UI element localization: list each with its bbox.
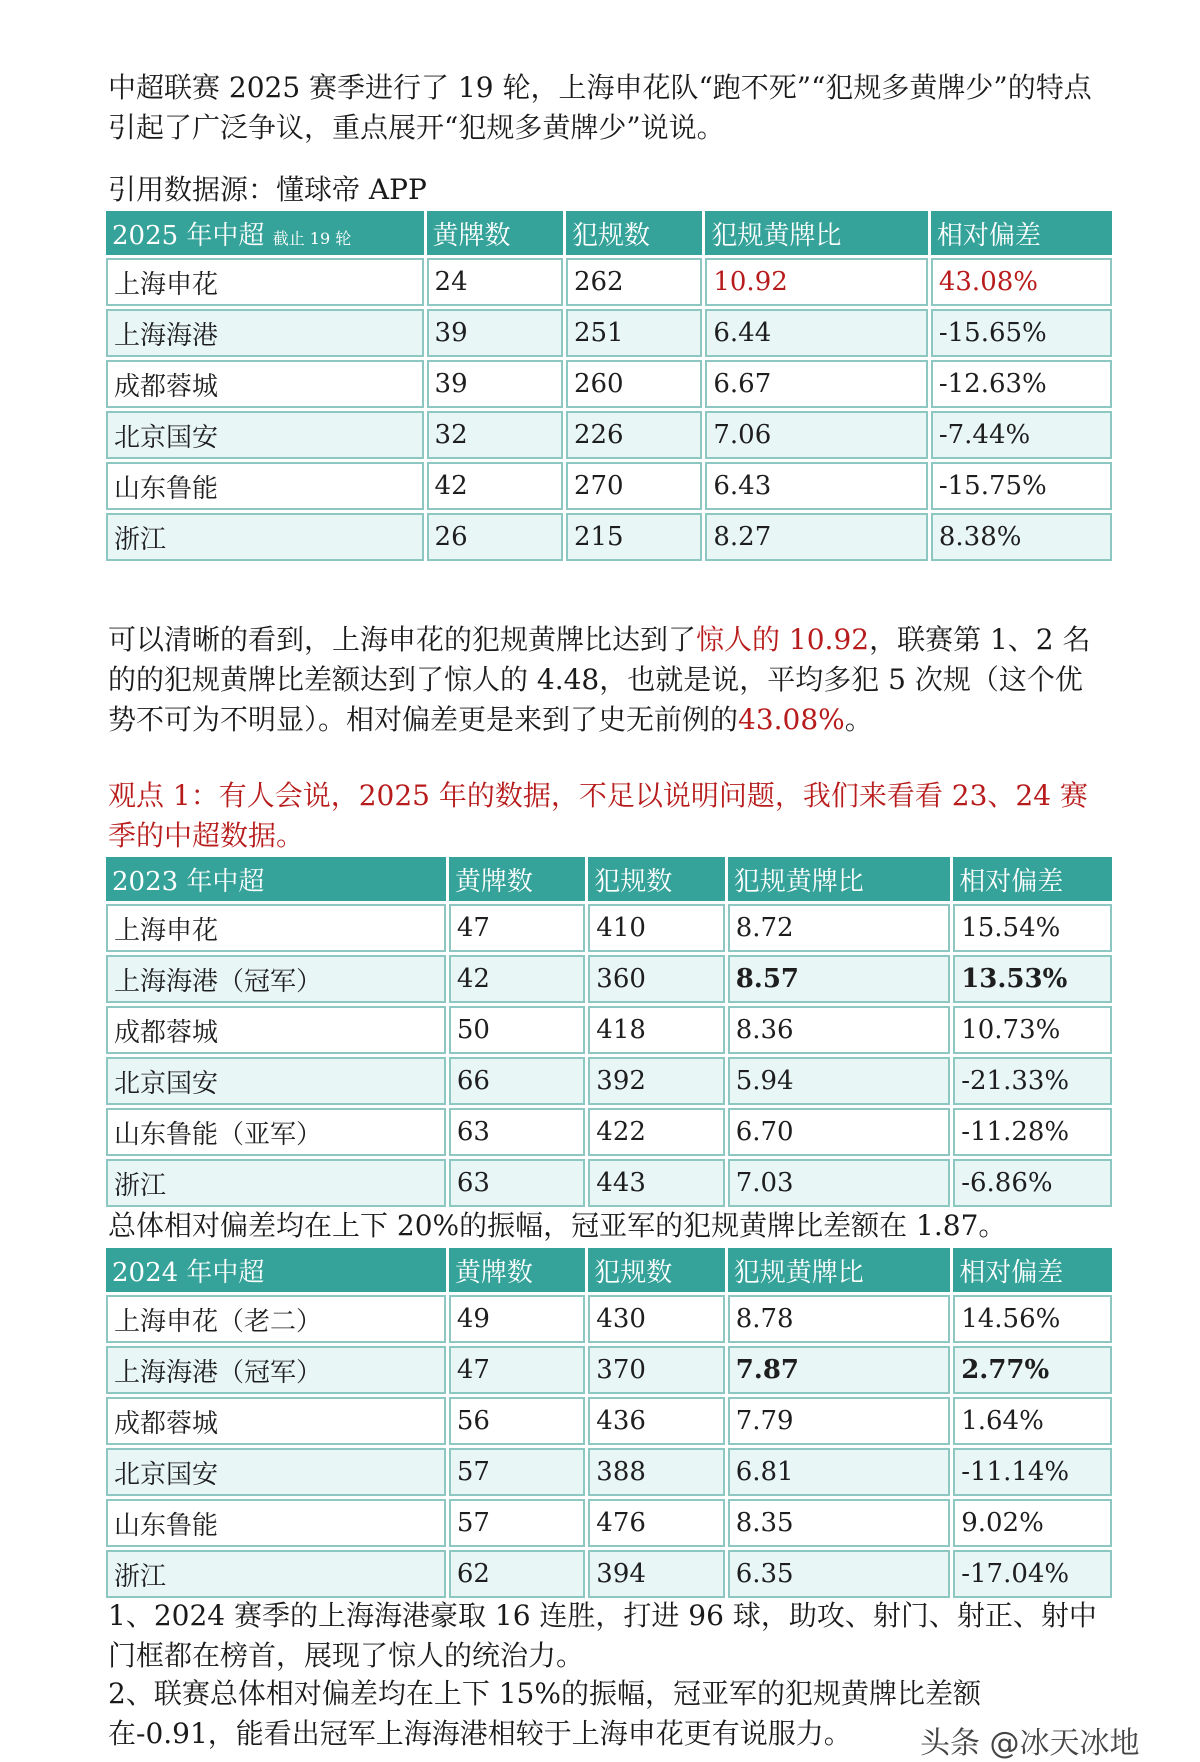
foul-card-ratio-cell: 6.81: [728, 1448, 951, 1496]
team-cell: 上海海港（冠军）: [106, 955, 446, 1003]
intro-paragraph: 中超联赛 2025 赛季进行了 19 轮，上海申花队“跑不死”“犯规多黄牌少”的特点引起了广泛争议，重点展开“犯规多黄牌少”说说。: [108, 71, 1092, 144]
team-cell: 山东鲁能: [106, 1499, 446, 1547]
table-header-row: [106, 857, 1112, 901]
relative-deviation-cell: -15.75%: [931, 462, 1112, 510]
table-header-row: [106, 211, 1112, 255]
table-row: [106, 955, 1112, 1003]
table-2025: [103, 208, 1115, 564]
note-2: 2、联赛总体相对偏差均在上下 15%的振幅，冠亚军的犯规黄牌比差额在-0.91，能看出冠军上海海港相较于上海申花更有说服力。: [108, 1677, 981, 1750]
team-cell: 成都蓉城: [106, 1006, 446, 1054]
team-cell: 北京国安: [106, 411, 424, 459]
fouls-cell: 370: [588, 1346, 724, 1394]
yellow-cards-cell: 47: [449, 1346, 585, 1394]
table-row: [106, 1159, 1112, 1207]
summary-2023: 总体相对偏差均在上下 20%的振幅，冠亚军的犯规黄牌比差额在 1.87。: [108, 1209, 1007, 1242]
team-cell: 浙江: [106, 1159, 446, 1207]
team-cell: 北京国安: [106, 1448, 446, 1496]
team-cell: 上海申花: [106, 258, 424, 306]
table-row: [106, 1295, 1112, 1343]
table-row: [106, 1448, 1112, 1496]
relative-deviation-cell: 1.64%: [953, 1397, 1112, 1445]
yellow-cards-cell: 42: [449, 955, 585, 1003]
relative-deviation-cell: -11.14%: [953, 1448, 1112, 1496]
relative-deviation-cell: 9.02%: [953, 1499, 1112, 1547]
relative-deviation-cell: -7.44%: [931, 411, 1112, 459]
team-cell: 浙江: [106, 1550, 446, 1598]
analysis-text: 可以清晰的看到，上海申花的犯规黄牌比达到了: [108, 623, 697, 656]
table-row: [106, 1057, 1112, 1105]
fouls-cell: 262: [566, 258, 702, 306]
table-title: 2025 年中超: [112, 220, 265, 251]
column-header: 相对偏差: [931, 211, 1112, 255]
team-cell: 山东鲁能（亚军）: [106, 1108, 446, 1156]
yellow-cards-cell: 39: [427, 309, 563, 357]
foul-card-ratio-cell: 8.27: [705, 513, 928, 561]
analysis-highlight: 43.08%: [738, 703, 845, 736]
yellow-cards-cell: 63: [449, 1159, 585, 1207]
fouls-cell: 251: [566, 309, 702, 357]
foul-card-ratio-cell: 7.79: [728, 1397, 951, 1445]
foul-card-ratio-cell: 5.94: [728, 1057, 951, 1105]
yellow-cards-cell: 57: [449, 1448, 585, 1496]
foul-card-ratio-cell: 6.44: [705, 309, 928, 357]
foul-card-ratio-cell: 6.43: [705, 462, 928, 510]
fouls-cell: 476: [588, 1499, 724, 1547]
column-header: 犯规数: [566, 211, 702, 255]
table-row: [106, 462, 1112, 510]
column-header: 犯规黄牌比: [728, 1248, 951, 1292]
yellow-cards-cell: 63: [449, 1108, 585, 1156]
relative-deviation-cell: 43.08%: [931, 258, 1112, 306]
column-header: 黄牌数: [427, 211, 563, 255]
table-row: [106, 309, 1112, 357]
table-title-cell: [106, 211, 424, 255]
foul-card-ratio-cell: 6.35: [728, 1550, 951, 1598]
column-header: 相对偏差: [953, 857, 1112, 901]
analysis-highlight: 惊人的 10.92: [696, 623, 870, 656]
team-cell: 北京国安: [106, 1057, 446, 1105]
column-header: 犯规黄牌比: [705, 211, 928, 255]
team-cell: 上海申花: [106, 904, 446, 952]
foul-card-ratio-cell: 8.57: [728, 955, 951, 1003]
yellow-cards-cell: 42: [427, 462, 563, 510]
column-header: 相对偏差: [953, 1248, 1112, 1292]
column-header: 黄牌数: [449, 1248, 585, 1292]
yellow-cards-cell: 66: [449, 1057, 585, 1105]
fouls-cell: 443: [588, 1159, 724, 1207]
table-2024: [103, 1245, 1115, 1601]
fouls-cell: 392: [588, 1057, 724, 1105]
foul-card-ratio-cell: 10.92: [705, 258, 928, 306]
team-cell: 成都蓉城: [106, 360, 424, 408]
relative-deviation-cell: -12.63%: [931, 360, 1112, 408]
team-cell: 上海海港（冠军）: [106, 1346, 446, 1394]
yellow-cards-cell: 24: [427, 258, 563, 306]
table-row: [106, 1499, 1112, 1547]
team-cell: 成都蓉城: [106, 1397, 446, 1445]
foul-card-ratio-cell: 8.78: [728, 1295, 951, 1343]
relative-deviation-cell: 13.53%: [953, 955, 1112, 1003]
foul-card-ratio-cell: 7.03: [728, 1159, 951, 1207]
yellow-cards-cell: 49: [449, 1295, 585, 1343]
relative-deviation-cell: 2.77%: [953, 1346, 1112, 1394]
foul-card-ratio-cell: 6.67: [705, 360, 928, 408]
relative-deviation-cell: 10.73%: [953, 1006, 1112, 1054]
table-row: [106, 1346, 1112, 1394]
fouls-cell: 410: [588, 904, 724, 952]
fouls-cell: 388: [588, 1448, 724, 1496]
team-cell: 浙江: [106, 513, 424, 561]
source-line: 引用数据源：懂球帝 APP: [108, 173, 427, 206]
fouls-cell: 215: [566, 513, 702, 561]
team-cell: 上海申花（老二）: [106, 1295, 446, 1343]
table-row: [106, 1006, 1112, 1054]
relative-deviation-cell: -15.65%: [931, 309, 1112, 357]
analysis-text: 。: [844, 703, 873, 736]
table-title: 2023 年中超: [106, 857, 446, 901]
column-header: 犯规黄牌比: [728, 857, 951, 901]
fouls-cell: 360: [588, 955, 724, 1003]
fouls-cell: 418: [588, 1006, 724, 1054]
table-row: [106, 360, 1112, 408]
foul-card-ratio-cell: 8.36: [728, 1006, 951, 1054]
column-header: 黄牌数: [449, 857, 585, 901]
yellow-cards-cell: 39: [427, 360, 563, 408]
yellow-cards-cell: 50: [449, 1006, 585, 1054]
yellow-cards-cell: 62: [449, 1550, 585, 1598]
table-row: [106, 411, 1112, 459]
table-row: [106, 513, 1112, 561]
analysis-paragraph: [108, 620, 1108, 740]
relative-deviation-cell: 14.56%: [953, 1295, 1112, 1343]
foul-card-ratio-cell: 7.87: [728, 1346, 951, 1394]
note-1: 1、2024 赛季的上海海港豪取 16 连胜，打进 96 球，助攻、射门、射正、射中门框都在榜首，展现了惊人的统治力。: [108, 1599, 1097, 1672]
foul-card-ratio-cell: 6.70: [728, 1108, 951, 1156]
column-header: 犯规数: [588, 1248, 724, 1292]
relative-deviation-cell: -17.04%: [953, 1550, 1112, 1598]
column-header: 犯规数: [588, 857, 724, 901]
fouls-cell: 260: [566, 360, 702, 408]
relative-deviation-cell: -11.28%: [953, 1108, 1112, 1156]
table-header-row: [106, 1248, 1112, 1292]
fouls-cell: 270: [566, 462, 702, 510]
relative-deviation-cell: 15.54%: [953, 904, 1112, 952]
relative-deviation-cell: 8.38%: [931, 513, 1112, 561]
table-row: [106, 904, 1112, 952]
fouls-cell: 422: [588, 1108, 724, 1156]
table-title: 2024 年中超: [106, 1248, 446, 1292]
fouls-cell: 430: [588, 1295, 724, 1343]
foul-card-ratio-cell: 8.35: [728, 1499, 951, 1547]
table-row: [106, 258, 1112, 306]
yellow-cards-cell: 47: [449, 904, 585, 952]
analysis-text: ，联赛第 1、2 名的的犯规黄牌比差额达到了惊人的 4.48，也就是说，平均多犯 5 次规（这个优势不可为不明显）。相对偏差更是来到了史无前例的: [108, 623, 1091, 736]
table-2023: [103, 854, 1115, 1210]
fouls-cell: 226: [566, 411, 702, 459]
relative-deviation-cell: -6.86%: [953, 1159, 1112, 1207]
viewpoint-heading: 观点 1：有人会说，2025 年的数据，不足以说明问题，我们来看看 23、24 赛季的中超数据。: [108, 779, 1088, 852]
fouls-cell: 436: [588, 1397, 724, 1445]
table-row: [106, 1550, 1112, 1598]
table-row: [106, 1397, 1112, 1445]
foul-card-ratio-cell: 7.06: [705, 411, 928, 459]
yellow-cards-cell: 57: [449, 1499, 585, 1547]
relative-deviation-cell: -21.33%: [953, 1057, 1112, 1105]
yellow-cards-cell: 56: [449, 1397, 585, 1445]
watermark: 头条 @冰天冰地: [920, 1726, 1140, 1761]
fouls-cell: 394: [588, 1550, 724, 1598]
table-title-note: 截止 19 轮: [272, 228, 352, 248]
team-cell: 上海海港: [106, 309, 424, 357]
yellow-cards-cell: 32: [427, 411, 563, 459]
yellow-cards-cell: 26: [427, 513, 563, 561]
table-row: [106, 1108, 1112, 1156]
team-cell: 山东鲁能: [106, 462, 424, 510]
foul-card-ratio-cell: 8.72: [728, 904, 951, 952]
